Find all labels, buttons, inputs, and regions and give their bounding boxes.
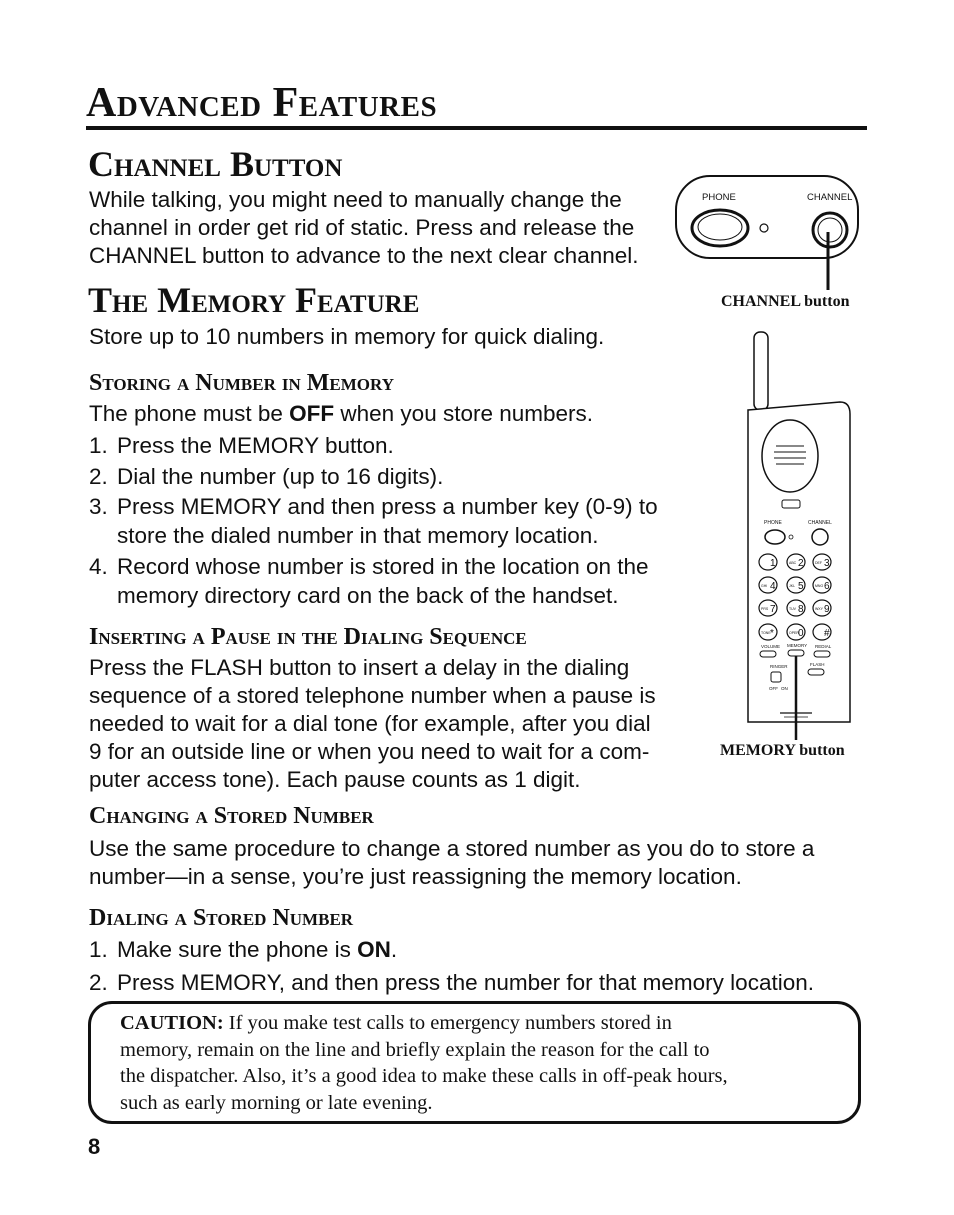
keypad-key-digit: 9 [824, 604, 830, 615]
step-text-continued: memory directory card on the back of the handset. [117, 583, 619, 608]
channel-button-heading: Channel Button [88, 144, 343, 184]
indicator-light-icon [760, 224, 768, 232]
step-text: Press MEMORY, and then press the number for that memory location. [117, 970, 814, 995]
paragraph-line: sequence of a stored telephone number when a pause is [89, 683, 656, 708]
keypad-key-letters: TONE [761, 631, 771, 635]
step-number: 1. [89, 433, 108, 458]
storing-lead [89, 400, 593, 428]
caution-line: memory, remain on the line and briefly explain the reason for the call to [120, 1038, 710, 1061]
storing-step-4 [89, 552, 709, 612]
step-text [117, 935, 397, 964]
keypad-key-letters: WXY [815, 607, 823, 611]
keypad-key-digit: 4 [770, 581, 776, 592]
memory-key-icon [788, 650, 804, 656]
step-text-part: Make sure the phone is [117, 937, 358, 962]
volume-label: VOLUME [761, 644, 781, 649]
volume-key-icon [760, 651, 776, 657]
paragraph-line: channel in order get rid of static. Press and release the [89, 215, 635, 240]
panel-channel-label: CHANNEL [808, 520, 832, 526]
keypad-key-letters: JKL [789, 584, 796, 588]
memory-feature-heading: The Memory Feature [88, 280, 420, 320]
step-text-end: . [390, 937, 398, 962]
caution-label: CAUTION: [120, 1012, 224, 1034]
keypad-key-digit: 5 [798, 581, 804, 592]
step-text: Record whose number is stored in the location on the [117, 554, 649, 579]
keypad-key-letters: DEF [815, 561, 822, 565]
channel-key-icon [812, 529, 828, 545]
storing-lead-text: The phone must be [89, 401, 290, 426]
dialing-heading: Dialing a Stored Number [89, 905, 354, 931]
paragraph-line: Press the FLASH button to insert a delay in the dialing [89, 655, 630, 680]
keypad-key-letters: ABC [789, 561, 797, 565]
keypad-key-digit: 1 [770, 558, 776, 569]
phone-button-icon [692, 210, 748, 246]
keypad-key-digit: 0 [798, 628, 804, 639]
caution-line-text: If you make test calls to emergency numbers stored in [223, 1012, 672, 1034]
storing-step-3 [89, 492, 689, 552]
keypad-key-digit: 3 [824, 558, 830, 569]
step-number: 3. [89, 494, 108, 519]
keypad-key-digit: 8 [798, 604, 804, 615]
step-text-continued: store the dialed number in that memory location. [117, 523, 599, 548]
memory-label: MEMORY [787, 643, 808, 648]
keypad-key-letters: TUV [789, 607, 796, 611]
keypad-key-letters: OPER [789, 631, 799, 635]
channel-button-caption: CHANNEL button [721, 293, 850, 310]
paragraph-line: number—in a sense, you’re just reassigning the memory location. [89, 864, 742, 889]
keypad-key-letters: GHI [761, 584, 768, 588]
memory-button-caption: MEMORY button [720, 742, 845, 759]
paragraph-line: While talking, you might need to manually change the [89, 187, 622, 212]
storing-lead-text-end: when you store numbers. [334, 401, 594, 426]
paragraph-line: 9 for an outside line or when you need to wait for a com- [89, 739, 650, 764]
paragraph-line: needed to wait for a dial tone (for example, after you dial [89, 711, 651, 736]
panel-phone-label: PHONE [764, 520, 782, 526]
paragraph-line: Use the same procedure to change a stored number as you do to store a [89, 836, 815, 861]
ringer-switch-icon [771, 672, 781, 682]
flash-label: FLASH [810, 662, 825, 667]
clip-icon [782, 500, 800, 508]
step-text: Dial the number (up to 16 digits). [117, 464, 444, 489]
earpiece-icon [762, 420, 818, 492]
ringer-label: RINGER [770, 664, 788, 669]
ringer-off-label: OFF [769, 686, 778, 691]
inserting-heading: Inserting a Pause in the Dialing Sequence [89, 624, 527, 650]
page-title: Advanced Features [86, 80, 438, 126]
memory-intro: Store up to 10 numbers in memory for quick dialing. [89, 324, 605, 349]
changing-paragraph [89, 835, 869, 891]
keypad-key-digit: # [824, 628, 830, 639]
paragraph-line: puter access tone). Each pause counts as 1 digit. [89, 767, 581, 792]
storing-heading: Storing a Number in Memory [89, 370, 394, 396]
caution-line: the dispatcher. Also, it’s a good idea to make these calls in off-peak hours, [120, 1065, 728, 1087]
keypad-key-digit: 2 [798, 558, 804, 569]
inserting-paragraph [89, 654, 709, 794]
ringer-on-label: ON [781, 686, 788, 691]
phone-label: PHONE [702, 192, 736, 203]
antenna-icon [754, 332, 768, 410]
flash-key-icon [808, 669, 824, 675]
paragraph-line: CHANNEL button to advance to the next clear channel. [89, 243, 639, 268]
keypad-key-digit: * [770, 628, 774, 639]
channel-button-paragraph [89, 186, 669, 270]
page-number: 8 [88, 1134, 101, 1159]
caution-line: such as early morning or late evening. [120, 1091, 433, 1114]
step-number: 4. [89, 554, 108, 579]
step-text: Press the MEMORY button. [117, 433, 394, 458]
redial-label: REDIAL [815, 644, 832, 649]
step-number: 1. [89, 937, 108, 962]
keypad-key-letters: MNO [815, 584, 824, 588]
indicator-icon [789, 535, 793, 539]
handset-illustration [740, 330, 870, 742]
step-text: Press MEMORY and then press a number key (0-9) to [117, 494, 658, 519]
step-number: 2. [89, 464, 108, 489]
redial-key-icon [814, 651, 830, 657]
keypad-key-digit: 6 [824, 581, 830, 592]
step-number: 2. [89, 970, 108, 995]
keypad-key-digit: 7 [770, 604, 776, 615]
phone-key-icon [765, 530, 785, 544]
keypad-key-letters: PRS [761, 607, 769, 611]
caution-text [120, 1010, 840, 1116]
caution-line [120, 1010, 840, 1037]
changing-heading: Changing a Stored Number [89, 803, 374, 829]
channel-label: CHANNEL [807, 192, 853, 203]
step-text-on: ON [357, 937, 391, 962]
title-rule [86, 126, 867, 130]
storing-lead-off: OFF [289, 401, 335, 426]
channel-button-illustration [672, 172, 862, 292]
